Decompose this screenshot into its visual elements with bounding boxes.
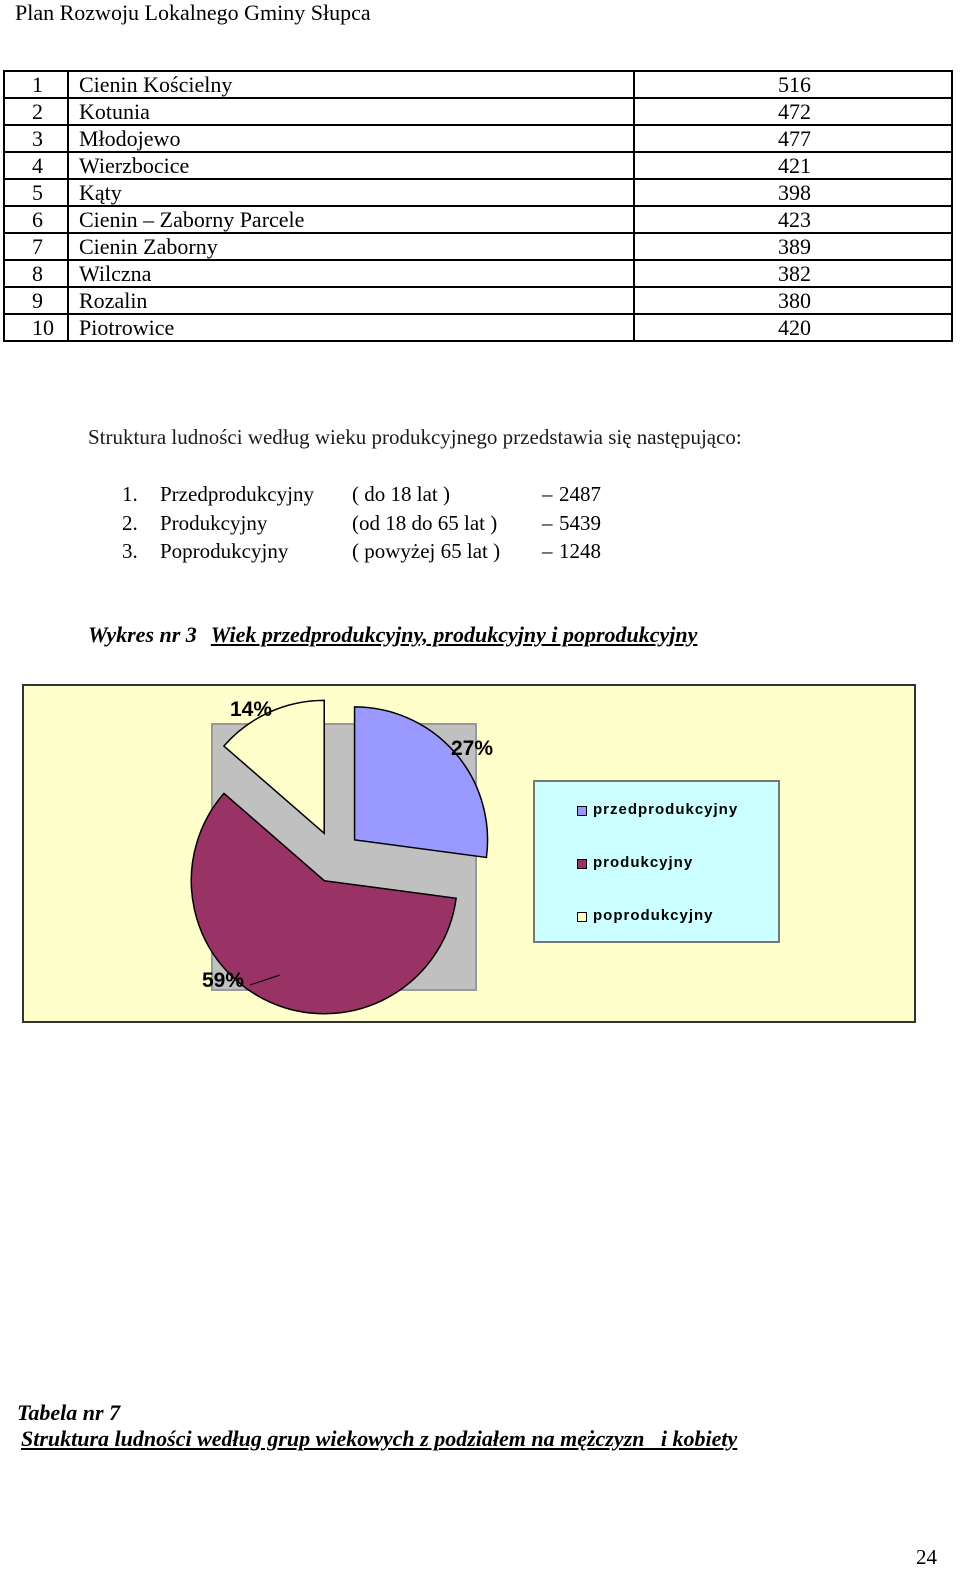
intro-text: Struktura ludności według wieku produkcyjnego przedstawia się następująco: bbox=[88, 425, 742, 449]
age-group-range: ( do 18 lat ) bbox=[352, 482, 450, 506]
legend-label: produkcyjny bbox=[593, 854, 694, 871]
page-number: 24 bbox=[916, 1545, 937, 1569]
village-number: 4 bbox=[4, 152, 68, 179]
village-value: 398 bbox=[634, 179, 952, 206]
village-number: 9 bbox=[4, 287, 68, 314]
legend-swatch bbox=[577, 806, 587, 816]
village-name: Młodojewo bbox=[68, 125, 634, 152]
village-name: Cienin Kościelny bbox=[68, 71, 634, 98]
village-number: 10 bbox=[4, 314, 68, 341]
age-group-dash: – bbox=[542, 510, 553, 535]
village-number: 1 bbox=[4, 71, 68, 98]
page-header: Plan Rozwoju Lokalnego Gminy Słupca bbox=[15, 0, 371, 25]
slice-label-produkcyjny: 59% bbox=[202, 969, 245, 992]
village-number: 3 bbox=[4, 125, 68, 152]
village-name: Piotrowice bbox=[68, 314, 634, 341]
village-number: 8 bbox=[4, 260, 68, 287]
age-group-label: Poprodukcyjny bbox=[160, 539, 289, 563]
age-group-index: 2. bbox=[122, 510, 138, 535]
village-name: Rozalin bbox=[68, 287, 634, 314]
age-group-dash: – bbox=[542, 482, 553, 506]
legend-swatch bbox=[577, 912, 587, 922]
village-name: Wierzbocice bbox=[68, 152, 634, 179]
village-number: 7 bbox=[4, 233, 68, 260]
legend-label: przedprodukcyjny bbox=[593, 801, 739, 818]
table7-subtitle: Struktura ludności według grup wiekowych z podziałem na mężczyzn i kobiety bbox=[21, 1426, 738, 1451]
age-group-dash: – bbox=[542, 539, 553, 563]
village-name: Kotunia bbox=[68, 98, 634, 125]
chart-legend bbox=[533, 780, 780, 943]
table7-title: Tabela nr 7 bbox=[17, 1400, 121, 1425]
age-group-index: 1. bbox=[122, 482, 138, 506]
chart-title-prefix: Wykres nr 3 bbox=[88, 622, 197, 647]
age-group-label: Produkcyjny bbox=[160, 510, 268, 535]
age-group-index: 3. bbox=[122, 539, 138, 563]
village-name: Wilczna bbox=[68, 260, 634, 287]
legend-label: poprodukcyjny bbox=[593, 907, 714, 924]
village-value: 472 bbox=[634, 98, 952, 125]
slice-label-poprodukcyjny: 14% bbox=[230, 698, 273, 721]
village-value: 420 bbox=[634, 314, 952, 341]
village-value: 380 bbox=[634, 287, 952, 314]
village-name: Cienin Zaborny bbox=[68, 233, 634, 260]
village-value: 477 bbox=[634, 125, 952, 152]
village-name: Kąty bbox=[68, 179, 634, 206]
village-value: 423 bbox=[634, 206, 952, 233]
village-value: 382 bbox=[634, 260, 952, 287]
village-number: 2 bbox=[4, 98, 68, 125]
slice-label-przedprodukcyjny: 27% bbox=[451, 737, 494, 760]
age-group-label: Przedprodukcyjny bbox=[160, 482, 314, 506]
village-name: Cienin – Zaborny Parcele bbox=[68, 206, 634, 233]
age-group-count: 2487 bbox=[559, 482, 601, 506]
age-group-count: 5439 bbox=[559, 510, 601, 535]
village-value: 516 bbox=[634, 71, 952, 98]
age-group-range: ( powyżej 65 lat ) bbox=[352, 539, 501, 563]
village-number: 6 bbox=[4, 206, 68, 233]
legend-swatch bbox=[577, 859, 587, 869]
village-value: 421 bbox=[634, 152, 952, 179]
chart-title-text: Wiek przedprodukcyjny, produkcyjny i poprodukcyjny bbox=[210, 622, 698, 647]
village-number: 5 bbox=[4, 179, 68, 206]
age-group-range: (od 18 do 65 lat ) bbox=[352, 510, 498, 535]
age-group-count: 1248 bbox=[559, 539, 601, 563]
table7-caption bbox=[17, 1400, 737, 1452]
village-value: 389 bbox=[634, 233, 952, 260]
